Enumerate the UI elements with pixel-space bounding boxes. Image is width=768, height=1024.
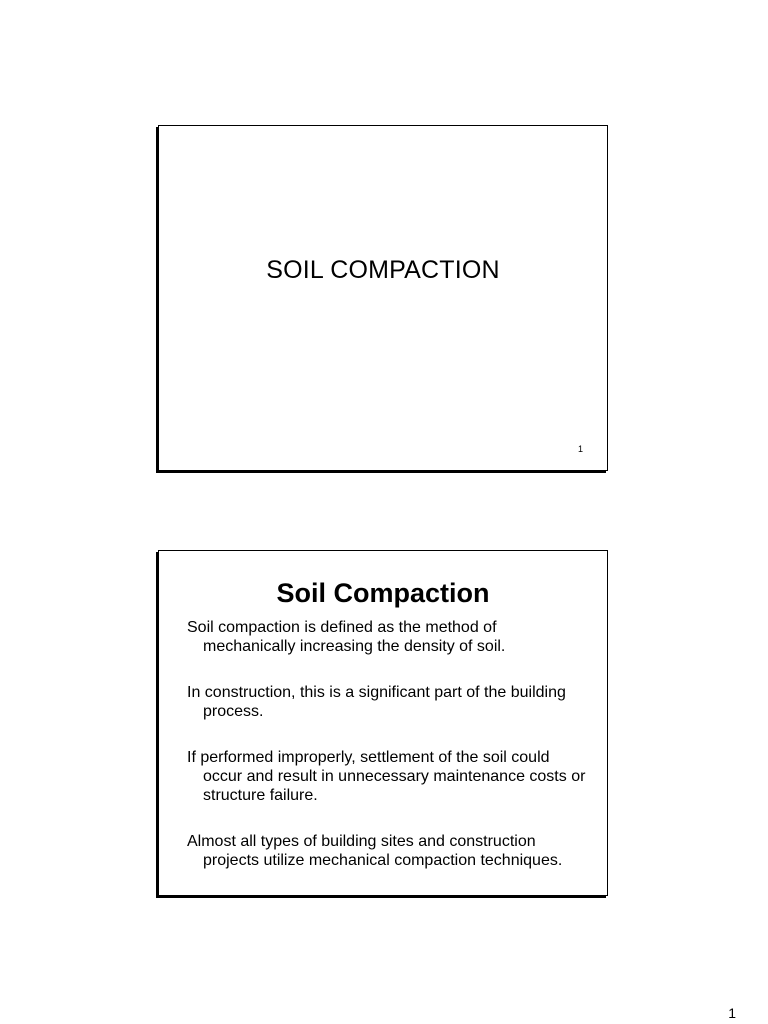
- slide-1: [158, 125, 608, 471]
- bullet-item: In construction, this is a significant part of the building process.: [187, 684, 566, 720]
- bullet-item: Soil compaction is defined as the method of mechanically increasing the density of soil.: [187, 619, 506, 655]
- slide-1-title: SOIL COMPACTION: [266, 256, 500, 284]
- slide-2-bullet-list: [187, 618, 593, 870]
- bullet-item: Almost all types of building sites and construction projects utilize mechanical compaction techniques.: [187, 833, 563, 869]
- slide-2: [158, 550, 608, 896]
- slide-number: 1: [577, 444, 583, 454]
- slide-2-title: Soil Compaction: [276, 578, 490, 608]
- bullet-item: If performed improperly, settlement of the soil could occur and result in unnecessary maintenance costs or structure failure.: [187, 749, 586, 804]
- page-number: 1: [728, 1005, 736, 1021]
